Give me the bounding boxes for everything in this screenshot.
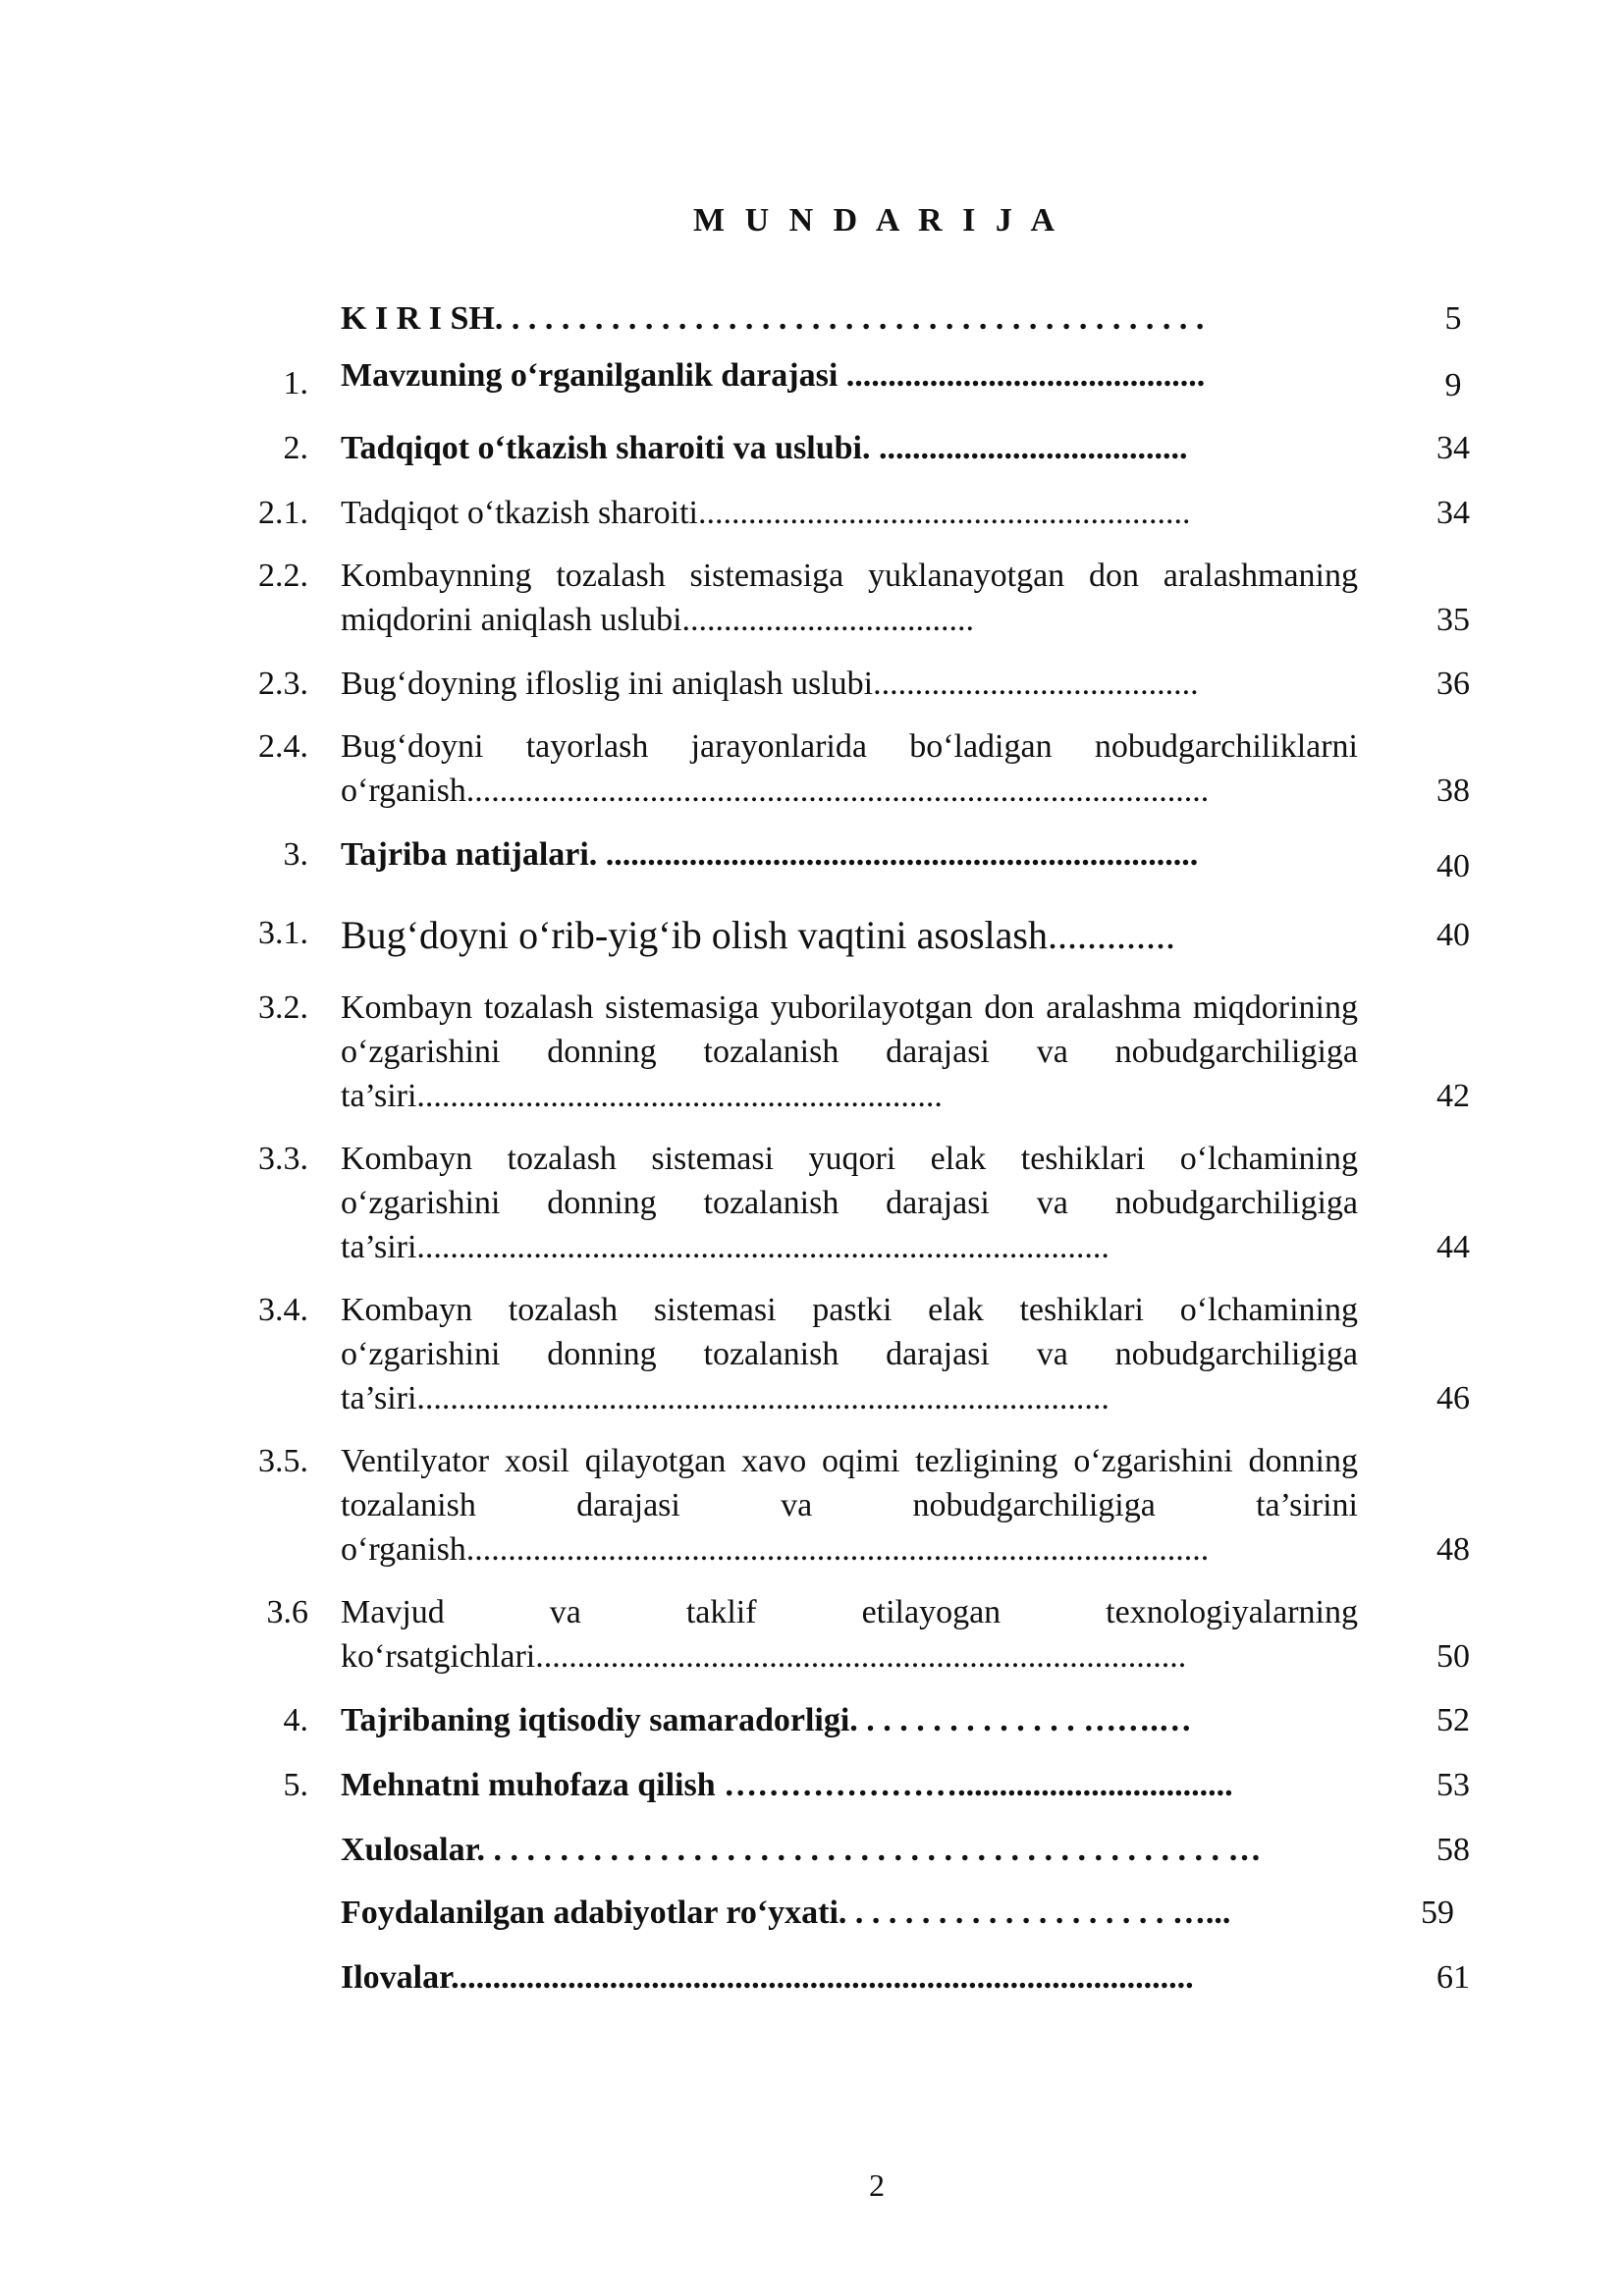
toc-entry-number: 3.5.	[258, 1443, 308, 1479]
page-number: 2	[869, 2167, 885, 2203]
toc-entry-number: 3.2.	[258, 989, 308, 1026]
toc-entry-page: 9	[1444, 367, 1462, 403]
toc-entry-title: Bug‘doyni o‘rib-yig‘ib olish vaqtini asoslash.............	[341, 913, 1175, 957]
toc-entry-title: Tadqiqot o‘tkazish sharoiti va uslubi. .....................................	[341, 430, 1188, 466]
toc-entry-title: Ventilyator xosil qilayotgan xavo oqimi tezligining o‘zgarishini donning tozalanish darajasi va nobudgarchiligiga ta’sirini o‘rganish.........................................................................................	[341, 1443, 1358, 1568]
toc-entry-number: 5.	[283, 1767, 308, 1803]
toc-entry-number: 3.3.	[258, 1141, 308, 1177]
toc-entry-page: 46	[1436, 1380, 1470, 1416]
document-title: M U N D A R I J A	[692, 202, 1061, 239]
toc-entry-page: 52	[1436, 1702, 1470, 1738]
toc-entry-title: Bug‘doyni tayorlash jarayonlarida bo‘ladigan nobudgarchiliklarni o‘rganish.........................................................................................	[341, 728, 1358, 809]
toc-entry-page: 44	[1436, 1229, 1470, 1265]
toc-entry-title: Tadqiqot o‘tkazish sharoiti...........................................................	[341, 495, 1191, 531]
toc-entry-number: 3.	[283, 836, 308, 873]
toc-entry-title: Xulosalar. . . . . . . . . . . . . . . . . . . . . . . . . . . . . . . . . . . . . . . . . . . . . …	[341, 1832, 1262, 1868]
toc-entry-title: Tajriba natijalari. .......................................................................	[341, 836, 1199, 873]
toc-entry-page: 38	[1436, 773, 1470, 809]
toc-entry-page: 34	[1436, 495, 1470, 531]
toc-entry-title: Ilovalar.........................................................................................	[341, 1959, 1194, 1996]
toc-entry-title: Kombayn tozalash sistemasi pastki elak teshiklari o‘lchamining o‘zgarishini donning tozalanish darajasi va nobudgarchiligiga ta’siri...................................................................................	[341, 1292, 1358, 1416]
toc-entry-title: Bug‘doyning ifloslig ini aniqlash uslubi.......................................	[341, 666, 1199, 702]
toc-entry-title: Tajribaning iqtisodiy samaradorligi. . . . . . . . . . . . . . …….…	[341, 1702, 1192, 1738]
toc-entry-number: 2.1.	[258, 495, 308, 531]
toc-entry-title: Foydalanilgan adabiyotlar ro‘yxati. . . . . . . . . . . . . . . . . . . . …...	[341, 1895, 1231, 1931]
toc-entry-page: 61	[1436, 1959, 1470, 1996]
toc-entry-title: Kombayn tozalash sistemasiga yuborilayotgan don aralashma miqdorining o‘zgarishini donning tozalanish darajasi va nobudgarchiligiga ta’siri...............................................................	[341, 989, 1358, 1114]
toc-entry-page: 5	[1444, 300, 1462, 337]
toc-entry-page: 36	[1436, 666, 1470, 702]
toc-entry-page: 40	[1436, 917, 1470, 953]
toc-entry-number: 2.4.	[258, 728, 308, 765]
toc-entry-title: Kombaynning tozalash sistemasiga yuklanayotgan don aralashmaning miqdorini aniqlash uslubi...................................	[341, 558, 1358, 638]
toc-entry-title: K I R I SH. . . . . . . . . . . . . . . . . . . . . . . . . . . . . . . . . . . . . . . . . . .	[341, 300, 1205, 337]
toc-entry-page: 35	[1436, 602, 1470, 638]
toc-entry-number: 4.	[283, 1702, 308, 1738]
toc-entry-title: Mavjud va taklif etilayogan texnologiyalarning ko‘rsatgichlari..............................................................................	[341, 1594, 1358, 1675]
toc-entry-number: 3.1.	[258, 915, 308, 951]
toc-entry-title: Mavzuning o‘rganilganlik darajasi ...........................................	[341, 357, 1206, 394]
toc-entry-page: 42	[1436, 1078, 1470, 1114]
toc-entry-page: 59	[1421, 1895, 1454, 1931]
toc-entry-page: 48	[1436, 1531, 1470, 1568]
toc-entry-number: 2.2.	[258, 558, 308, 594]
toc-entry-number: 3.6	[266, 1594, 308, 1630]
toc-entry-number: 2.	[283, 430, 308, 466]
toc-entry-page: 58	[1436, 1832, 1470, 1868]
toc-entry-title: Kombayn tozalash sistemasi yuqori elak teshiklari o‘lchamining o‘zgarishini donning tozalanish darajasi va nobudgarchiligiga ta’siri...................................................................................	[341, 1141, 1358, 1265]
toc-entry-number: 3.4.	[258, 1292, 308, 1328]
toc-entry-number: 1.	[283, 365, 308, 401]
toc-entry-page: 40	[1436, 848, 1470, 884]
toc-entry-title: Mehnatni muhofaza qilish ………………….................................	[341, 1767, 1233, 1803]
toc-entry-number: 2.3.	[258, 666, 308, 702]
toc-entry-page: 53	[1436, 1767, 1470, 1803]
toc-entry-page: 34	[1436, 430, 1470, 466]
toc-entry-page: 50	[1436, 1638, 1470, 1675]
